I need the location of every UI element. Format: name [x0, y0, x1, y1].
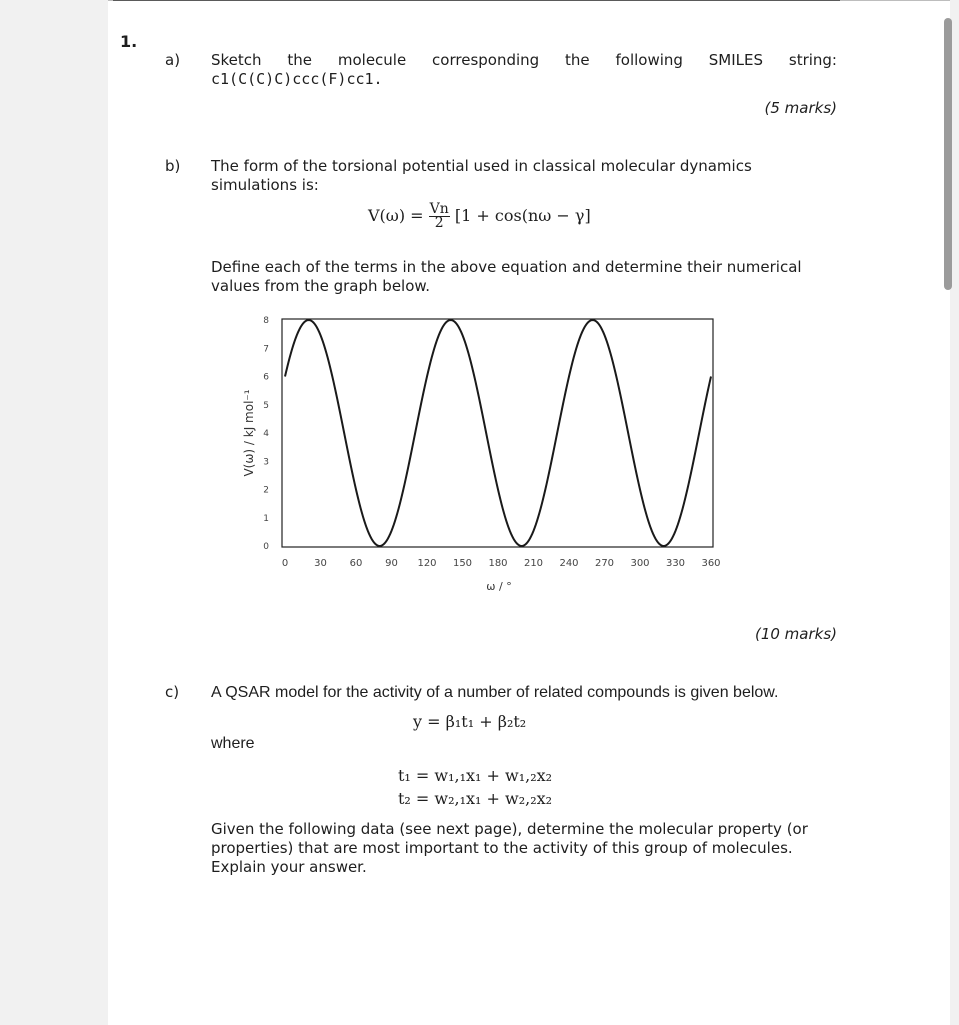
x-tick-label: 270	[594, 558, 615, 569]
intro-line-1: The form of the torsional potential used in classical molecular dynamics	[211, 157, 752, 175]
word: the	[565, 51, 590, 69]
y-tick-label: 2	[263, 485, 269, 496]
scrollbar-thumb[interactable]	[944, 18, 952, 290]
x-tick-label: 210	[523, 558, 544, 569]
top-rule	[113, 0, 840, 1]
y-axis-label: V(ω) / kJ mol⁻¹	[242, 389, 256, 477]
part-c-label: c)	[165, 683, 180, 701]
x-tick-label: 60	[349, 558, 363, 569]
smiles-string: c1(C(C)C)ccc(F)cc1.	[211, 70, 383, 88]
word: the	[287, 51, 313, 69]
define-line-2: values from the graph below.	[211, 277, 431, 295]
y-tick-label: 4	[263, 429, 269, 439]
qsar-equation: y = β₁t₁ + β₂t₂	[413, 712, 527, 731]
x-tick-label: 150	[452, 558, 473, 569]
word: string:	[788, 51, 837, 69]
x-tick-label: 360	[701, 558, 721, 569]
x-tick-labels	[282, 558, 721, 569]
part-a-marks: (5 marks)	[764, 99, 837, 117]
x-axis-label: ω / °	[486, 580, 512, 593]
potential-curve	[285, 320, 711, 546]
given-line-3: Explain your answer.	[211, 858, 367, 876]
given-line-1: Given the following data (see next page), determine the molecular property (or	[211, 820, 808, 838]
torsion-chart	[225, 300, 745, 600]
question-number: 1.	[120, 32, 138, 51]
eq-frac-denominator: 2	[434, 215, 444, 231]
intro-line-2: simulations is:	[211, 176, 319, 194]
word: SMILES	[708, 51, 764, 69]
word: following	[615, 51, 683, 69]
where-label: where	[211, 735, 255, 752]
x-tick-label: 300	[630, 558, 650, 569]
eq-frac-numerator: Vn	[429, 201, 449, 217]
torsion-equation	[368, 203, 591, 230]
x-tick-label: 120	[417, 558, 437, 569]
part-b-intro	[211, 157, 841, 195]
word: corresponding	[432, 51, 540, 69]
x-tick-label: 0	[281, 558, 289, 569]
x-tick-label: 90	[385, 558, 398, 569]
part-c-intro: A QSAR model for the activity of a number of related compounds is given below.	[211, 684, 779, 701]
x-tick-label: 30	[314, 558, 327, 569]
y-tick-labels	[263, 316, 269, 552]
part-b-define	[211, 258, 841, 296]
eq-rhs: [1 + cos(nω − γ]	[454, 206, 591, 225]
part-b-marks: (10 marks)	[754, 625, 837, 643]
x-tick-label: 180	[488, 558, 508, 569]
t2-equation: t₂ = w₂,₁x₁ + w₂,₂x₂	[398, 789, 553, 808]
define-line-1: Define each of the terms in the above equation and determine their numerical	[211, 258, 802, 276]
y-tick-label: 8	[263, 316, 269, 326]
given-line-2: properties) that are most important to the activity of this group of molecules.	[211, 839, 793, 857]
x-tick-label: 330	[665, 558, 686, 569]
word: Sketch	[211, 51, 262, 69]
plot-frame	[282, 319, 713, 547]
part-a-label: a)	[165, 51, 181, 69]
part-c-given	[211, 820, 841, 877]
part-a-line1	[211, 51, 837, 70]
x-tick-label: 240	[559, 558, 579, 569]
y-tick-label: 1	[263, 513, 269, 524]
eq-fraction	[429, 203, 450, 230]
y-tick-label: 3	[263, 457, 269, 468]
y-tick-label: 5	[263, 400, 269, 411]
y-tick-label: 0	[263, 542, 269, 552]
t1-equation: t₁ = w₁,₁x₁ + w₁,₂x₂	[398, 766, 553, 785]
y-tick-label: 6	[263, 372, 269, 383]
part-b-label: b)	[165, 157, 181, 175]
y-tick-label: 7	[263, 344, 269, 355]
word: molecule	[337, 51, 407, 69]
eq-lhs: V(ω) =	[368, 206, 424, 225]
